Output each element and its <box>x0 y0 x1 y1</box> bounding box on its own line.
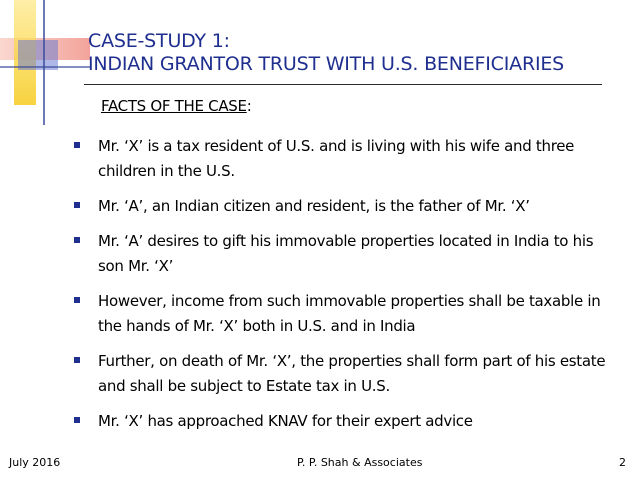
bullet-square-icon <box>74 297 80 303</box>
facts-colon: : <box>246 97 252 115</box>
title-line-2: INDIAN GRANTOR TRUST WITH U.S. BENEFICIARIES <box>88 53 565 75</box>
facts-heading-text: FACTS OF THE CASE <box>101 97 247 115</box>
bullet-text: Mr. ‘X’ is a tax resident of U.S. and is living with his wife and three children in the U.S. <box>98 137 575 180</box>
footer-company: P. P. Shah & Associates <box>297 456 423 469</box>
list-item <box>74 409 609 434</box>
bullet-text: Mr. ‘A’ desires to gift his immovable properties located in India to his son Mr. ‘X’ <box>98 232 594 275</box>
facts-list <box>74 134 609 444</box>
bullet-square-icon <box>74 202 80 208</box>
bullet-text: Mr. ‘X’ has approached KNAV for their expert advice <box>98 412 473 430</box>
footer-page-number: 2 <box>619 456 626 469</box>
facts-heading <box>101 97 251 115</box>
bullet-text: Further, on death of Mr. ‘X’, the properties shall form part of his estate and shall be subject to Estate tax in U.S. <box>98 352 606 395</box>
bullet-square-icon <box>74 417 80 423</box>
list-item <box>74 134 609 184</box>
bullet-square-icon <box>74 357 80 363</box>
list-item <box>74 194 609 219</box>
slide-title <box>88 30 564 76</box>
bullet-square-icon <box>74 142 80 148</box>
list-item <box>74 349 609 399</box>
decorative-cross-graphic <box>0 0 90 130</box>
list-item <box>74 289 609 339</box>
bullet-text: However, income from such immovable properties shall be taxable in the hands of Mr. ‘X’ both in U.S. and in India <box>98 292 601 335</box>
bullet-text: Mr. ‘A’, an Indian citizen and resident, is the father of Mr. ‘X’ <box>98 197 530 215</box>
list-item <box>74 229 609 279</box>
title-divider <box>84 84 602 85</box>
bullet-square-icon <box>74 237 80 243</box>
title-line-1: CASE-STUDY 1: <box>88 30 230 52</box>
footer-date: July 2016 <box>9 456 61 469</box>
